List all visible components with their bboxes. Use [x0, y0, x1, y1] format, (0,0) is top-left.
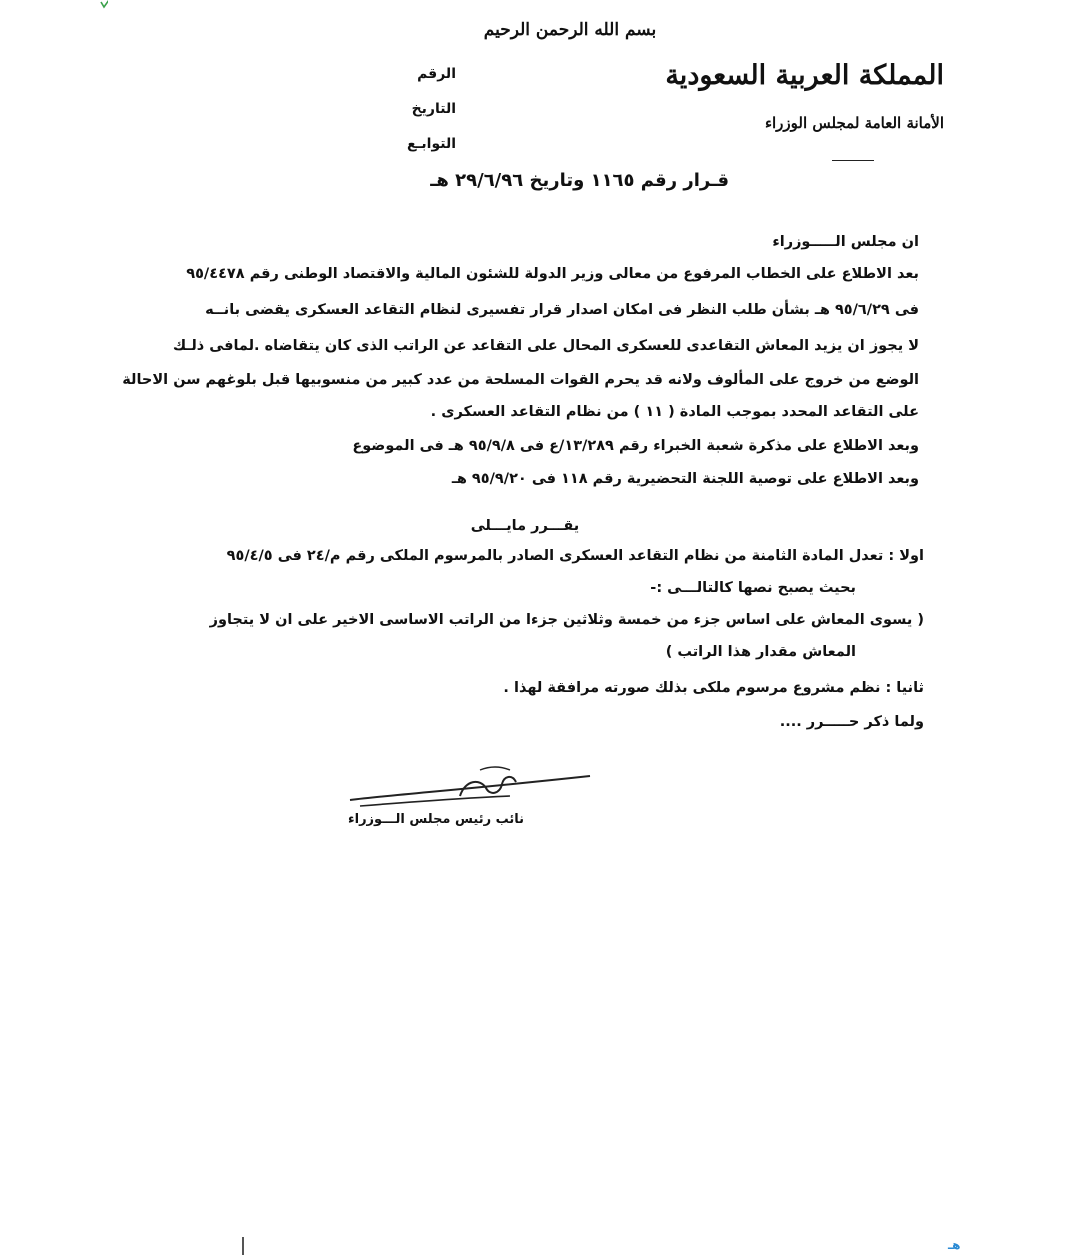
- decision-number-line: قـرار رقم ١١٦٥ وتاريخ ٢٩/٦/٩٦ هـ: [430, 170, 729, 191]
- corner-char: هـ: [948, 1238, 961, 1252]
- scan-edge-mark: [242, 1237, 244, 1255]
- body-line: لا يجوز ان يزيد المعاش التقاعدى للعسكرى المحال على التقاعد عن الراتب الذى كان يتقاضاه .لمافى ذلـك: [172, 338, 919, 354]
- item-first-line: اولا : تعدل المادة الثامنة من نظام التقاعد العسكرى الصادر بالمرسوم الملكى رقم م/٢٤ فى ٩٥/٤/٥: [226, 548, 924, 564]
- signature-title: نائب رئيس مجلس الـــوزراء: [347, 812, 524, 827]
- opening-line: ان مجلس الـــــوزراء: [772, 234, 919, 250]
- body-line: بعد الاطلاع على الخطاب المرفوع من معالى وزير الدولة للشئون المالية والاقتصاد الوطنى رقم ٩٥/٤٤٧٨: [186, 266, 919, 282]
- item-first-line: ( يسوى المعاش على اساس جزء من خمسة وثلاثين جزءا من الراتب الاساسى الاخير على ان لا يتجاوز: [209, 612, 924, 628]
- closing-line: ولما ذكر حـــــرر ....: [779, 714, 924, 730]
- letterhead-country: المملكة العربية السعودية: [665, 60, 944, 91]
- basmala: بسم الله الرحمن الرحيم: [483, 20, 657, 40]
- body-line: وبعد الاطلاع على توصية اللجنة التحضيرية رقم ١١٨ فى ٩٥/٩/٢٠ هـ: [451, 471, 919, 487]
- body-line: وبعد الاطلاع على مذكرة شعبة الخبراء رقم ١٣/٢٨٩/ع فى ٩٥/٩/٨ هـ فى الموضوع: [352, 438, 919, 454]
- meta-number-label: الرقم: [417, 66, 456, 82]
- letterhead-secretariat: الأمانة العامة لمجلس الوزراء: [764, 114, 944, 132]
- body-line: الوضع من خروج على المألوف ولانه قد يحرم القوات المسلحة من عدد كبير من منسوبيها قبل بلوغهم سن الاحالة: [122, 372, 919, 388]
- item-first-line: بحيث يصبح نصها كالتالـــى :-: [650, 580, 856, 596]
- body-line: فى ٩٥/٦/٢٩ هـ بشأن طلب النظر فى امكان اصدار قرار تفسيرى لنظام التقاعد العسكرى يقضى بانــه: [205, 302, 919, 318]
- item-second: ثانيا : نظم مشروع مرسوم ملكى بذلك صورته مرافقة لهذا .: [503, 680, 924, 696]
- meta-attachments-label: التوابـع: [407, 136, 456, 152]
- signature-scribble: [340, 760, 600, 820]
- meta-date-label: التاريخ: [411, 101, 456, 117]
- item-first-line: المعاش مقدار هذا الراتب ): [665, 644, 856, 660]
- corner-check-icon: [100, 0, 108, 10]
- letterhead-divider: [832, 160, 874, 161]
- decides-heading: يقـــرر مايـــلى: [470, 518, 580, 534]
- body-line: على التقاعد المحدد بموجب المادة ( ١١ ) من نظام التقاعد العسكرى .: [430, 404, 919, 420]
